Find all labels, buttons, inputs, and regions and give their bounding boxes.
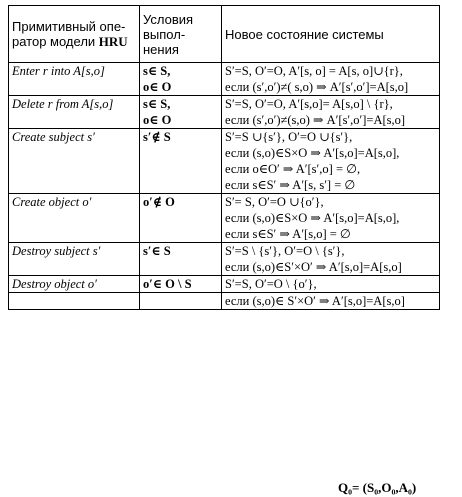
operator-cell: Delete r from A[s,o] [9, 96, 140, 129]
condition-line: o∈ O [143, 113, 172, 127]
table-row [9, 276, 440, 293]
condition-cell [140, 63, 222, 96]
table-row [9, 243, 440, 276]
condition-cell [140, 129, 222, 194]
result-line: S′=S, O′=O \ {o′}, [225, 277, 317, 291]
result-cell [222, 129, 440, 194]
result-cell [222, 243, 440, 276]
result-line: если (s,o)∈S′×O′ ⇒ A′[s,o]=A[s,o] [225, 260, 402, 274]
condition-cell [140, 243, 222, 276]
result-line: если s∈S′ ⇒ A′[s,o] = ∅ [225, 227, 351, 241]
result-line: S′=S, O′=O, A′[s, o] = A[s, o]∪{r}, [225, 64, 403, 78]
result-cell [222, 194, 440, 243]
result-cell [222, 293, 440, 310]
table-body [9, 63, 440, 310]
condition-line: o′∉ O [143, 195, 175, 209]
header-operator-bold: HRU [98, 34, 128, 49]
result-line: если (s,o)∈S×O ⇒ A′[s,o]=A[s,o], [225, 146, 400, 160]
header-new-state: Новое состояние системы [222, 6, 440, 63]
condition-line: s∈ S, [143, 64, 171, 78]
condition-line: o′∈ O \ S [143, 277, 192, 291]
table-row [9, 129, 440, 194]
result-cell [222, 96, 440, 129]
condition-line: o∈ O [143, 80, 172, 94]
operator-cell: Enter r into A[s,o] [9, 63, 140, 96]
result-line: если (s′,o′)≠(s,o) ⇒ A′[s′,o′]=A[s,o] [225, 113, 406, 127]
result-cell [222, 63, 440, 96]
initial-state-formula: Q₀= (S₀,O₀,A₀) [338, 480, 417, 495]
result-line: если o∈O′ ⇒ A′[s′,o] = ∅, [225, 162, 361, 176]
result-line: если (s,o)∈S×O ⇒ A′[s,o]=A[s,o], [225, 211, 400, 225]
result-cell [222, 276, 440, 293]
table-row [9, 194, 440, 243]
table-header-row [9, 6, 440, 63]
hru-operators-table [8, 5, 440, 310]
operator-cell: Destroy object o′ [9, 276, 140, 293]
header-operator [9, 6, 140, 63]
result-line: S′=S \ {s′}, O′=O \ {s′}, [225, 244, 345, 258]
header-conditions: Условия выпол-нения [140, 6, 222, 63]
result-line: если (s′,o′)≠( s,o) ⇒ A′[s′,o′]=A[s,o] [225, 80, 409, 94]
header-operator-text: Примитивный опе-ратор модели [12, 19, 126, 49]
table-row [9, 96, 440, 129]
condition-cell [140, 194, 222, 243]
result-line: S′=S, O′=O, A′[s,o]= A[s,o] \ {r}, [225, 97, 393, 111]
condition-line: s′∉ S [143, 130, 171, 144]
table-row [9, 63, 440, 96]
result-line: если s∈S′ ⇒ A′[s, s′] = ∅ [225, 178, 356, 192]
condition-cell [140, 276, 222, 293]
operator-cell: Create subject s′ [9, 129, 140, 194]
result-line: S′=S ∪{s′}, O′=O ∪{s′}, [225, 130, 353, 144]
operator-cell: Destroy subject s′ [9, 243, 140, 276]
operator-cell: Create object o′ [9, 194, 140, 243]
condition-cell [140, 96, 222, 129]
result-line: если (s,o)∈ S′×O′ ⇒ A′[s,o]=A[s,o] [225, 294, 405, 308]
condition-cell [140, 293, 222, 310]
operator-cell [9, 293, 140, 310]
condition-line: s∈ S, [143, 97, 171, 111]
table-row [9, 293, 440, 310]
result-line: S′= S, O′=O ∪{o′}, [225, 195, 324, 209]
condition-line: s′∈ S [143, 244, 171, 258]
